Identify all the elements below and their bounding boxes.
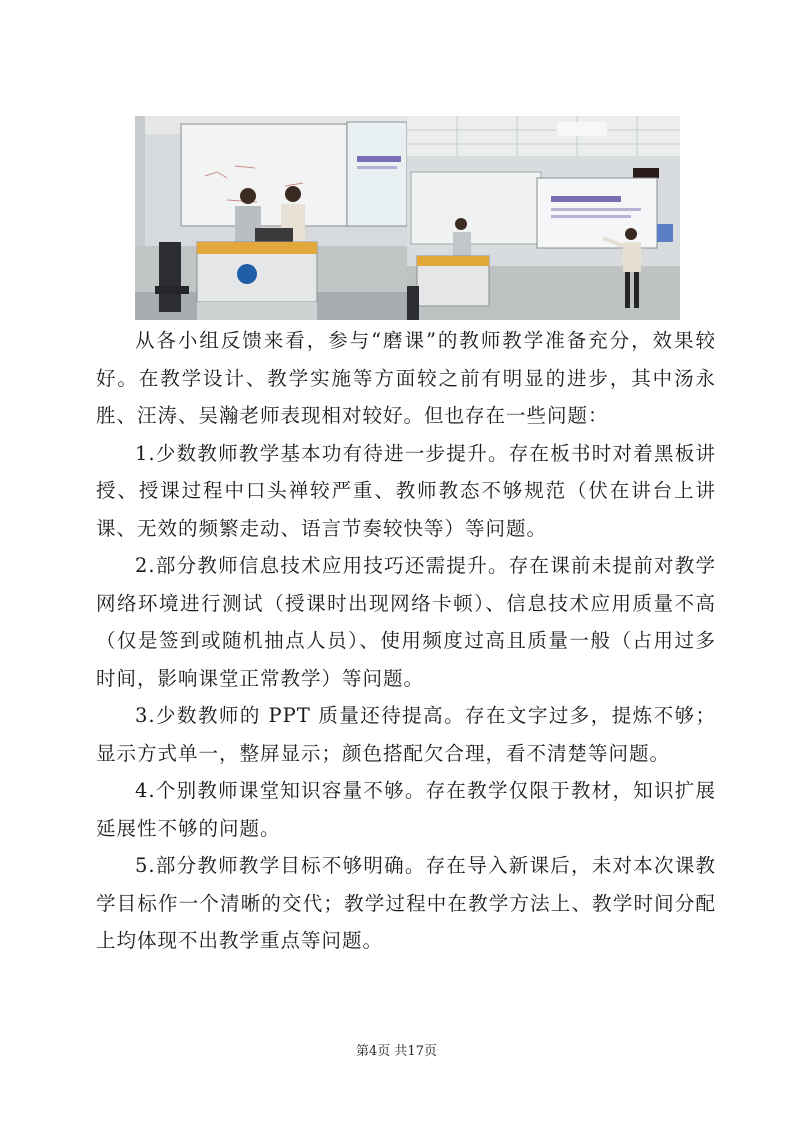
paragraph-issue-1: 1.少数教师教学基本功有待进一步提升。存在板书时对着黑板讲授、授课过程中口头禅较严重、教师教态不够规范（伏在讲台上讲课、无效的频繁走动、语言节奏较快等）等问题。: [96, 441, 716, 540]
photo-teacher-presenting: [407, 116, 680, 320]
paragraph-issue-2: 2.部分教师信息技术应用技巧还需提升。存在课前未提前对教学网络环境进行测试（授课时出现网络卡顿）、信息技术应用质量不高（仅是签到或随机抽点人员）、使用频度过高且质量一般（占用过多时间，影响课堂正常教学）等问题。: [96, 554, 716, 690]
classroom-photos: [135, 116, 680, 320]
page-footer: 第4页 共17页: [356, 1044, 437, 1059]
paragraph-issue-3: 3.少数教师的 PPT 质量还待提高。存在文字过多，提炼不够；显示方式单一，整屏显示；颜色搭配欠合理，看不清楚等问题。: [96, 704, 716, 765]
paragraph-intro: 从各小组反馈来看，参与“磨课”的教师教学准备充分，效果较好。在教学设计、教学实施等方面较之前有明显的进步，其中汤永胜、汪涛、吴瀚老师表现相对较好。但也存在一些问题：: [96, 329, 716, 427]
paragraph-issue-4: 4.个别教师课堂知识容量不够。存在教学仅限于教材，知识扩展延展性不够的问题。: [96, 779, 716, 840]
body-text: [96, 322, 716, 960]
paragraph-issue-5: 5.部分教师教学目标不够明确。存在导入新课后，未对本次课教学目标作一个清晰的交代；教学过程中在教学方法上、教学时间分配上均体现不出教学重点等问题。: [96, 854, 716, 952]
photo-teachers-at-podium: [135, 116, 407, 320]
